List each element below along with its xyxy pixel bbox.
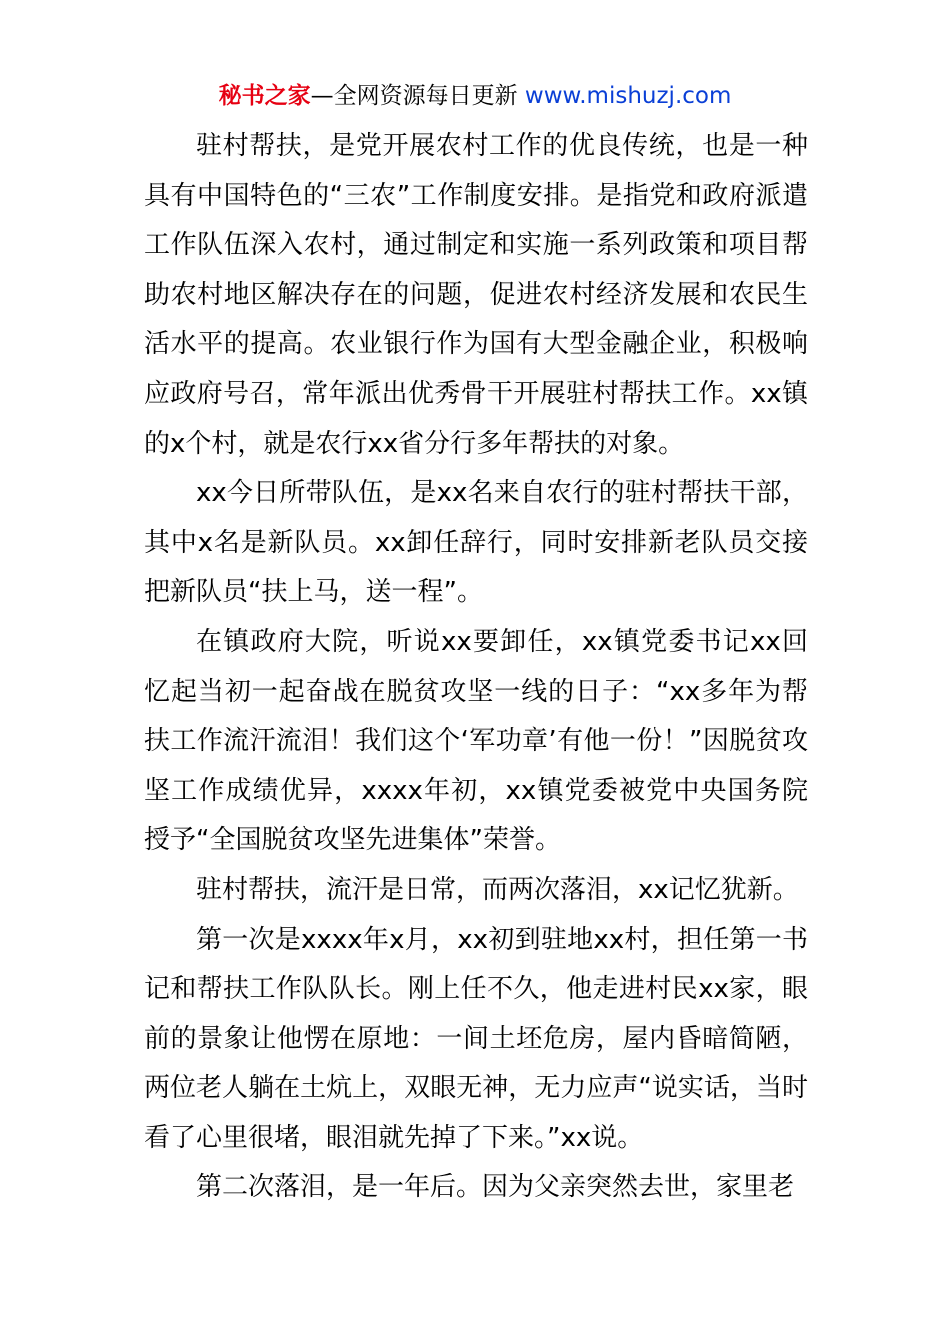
document-body (144, 122, 808, 1213)
header-slogan: —全网资源每日更新 (310, 83, 518, 109)
paragraph-1: 驻村帮扶，是党开展农村工作的优良传统，也是一种具有中国特色的“三农”工作制度安排。是指党和政府派遣工作队伍深入农村，通过制定和实施一系列政策和项目帮助农村地区解决存在的问题，促进农村经济发展和农民生活水平的提高。农业银行作为国有大型金融企业，积极响应政府号召，常年派出优秀骨干开展驻村帮扶工作。xx镇的x个村，就是农行xx省分行多年帮扶的对象。 (144, 131, 808, 459)
paragraph-3: 在镇政府大院，听说xx要卸任，xx镇党委书记xx回忆起当初一起奋战在脱贫攻坚一线的日子：“xx多年为帮扶工作流汗流泪！我们这个‘军功章’有他一份！”因脱贫攻坚工作成绩优异，xxxx年初，xx镇党委被党中央国务院授予“全国脱贫攻坚先进集体”荣誉。 (144, 626, 808, 856)
page-header (0, 80, 950, 112)
paragraph-4: 驻村帮扶，流汗是日常，而两次落泪，xx记忆犹新。 (196, 874, 799, 905)
brand-name: 秘书之家 (218, 83, 311, 109)
paragraph-5: 第一次是xxxx年x月，xx初到驻地xx村，担任第一书记和帮扶工作队队长。刚上任不久，他走进村民xx家，眼前的景象让他愣在原地：一间土坯危房，屋内昏暗简陋，两位老人躺在土炕上，双眼无神，无力应声“说实话，当时看了心里很堵，眼泪就先掉了下来。”xx说。 (144, 924, 808, 1153)
website-link[interactable]: www.mishuzj.com (524, 83, 732, 109)
paragraph-6: 第二次落泪，是一年后。因为父亲突然去世，家里老 (196, 1172, 795, 1203)
paragraph-2: xx今日所带队伍，是xx名来自农行的驻村帮扶干部，其中x名是新队员。xx卸任辞行，同时安排新老队员交接把新队员“扶上马，送一程”。 (144, 478, 808, 608)
